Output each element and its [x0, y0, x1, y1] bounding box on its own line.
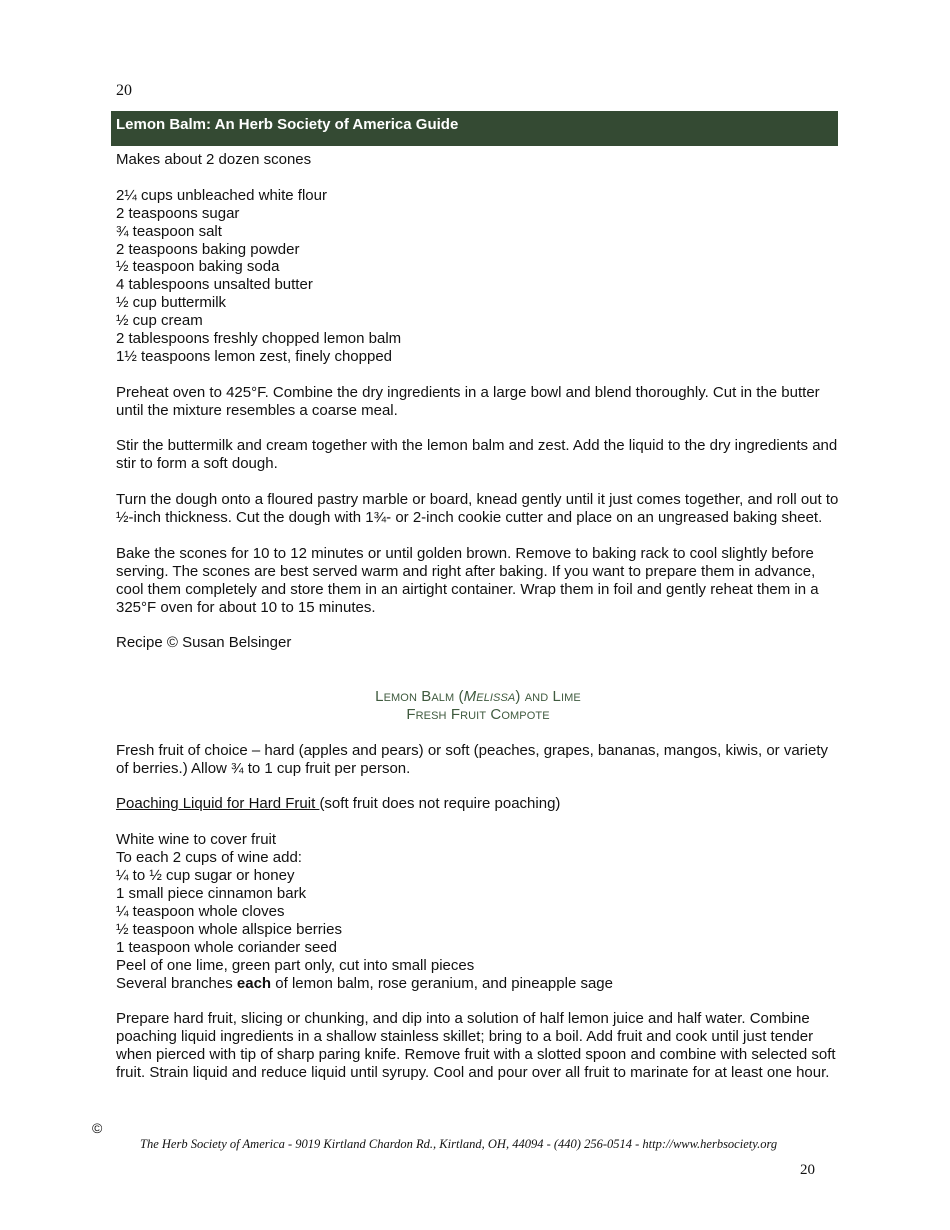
header-band: [111, 111, 838, 146]
ingredient-item: Peel of one lime, green part only, cut into small pieces: [116, 956, 475, 974]
scones-step: Stir the buttermilk and cream together with the lemon balm and zest. Add the liquid to the dry ingredients and stir to form a soft dough.: [116, 437, 838, 473]
poaching-note: (soft fruit does not require poaching): [319, 795, 561, 813]
poaching-heading-line: [116, 795, 840, 813]
ingredient-item: ½ teaspoon whole allspice berries: [116, 920, 342, 938]
ingredient-item: ½ cup cream: [116, 312, 203, 330]
page-number-bottom: 20: [800, 1162, 815, 1178]
ingredient-item: ¾ teaspoon salt: [116, 222, 222, 240]
ingredient-item: 2 teaspoons baking powder: [116, 240, 300, 258]
scones-ingredient-list: [116, 187, 840, 366]
ingredient-item: 2¼ cups unbleached white flour: [116, 186, 327, 204]
page-number-top: 20: [116, 82, 132, 99]
ingredient-item: 1 small piece cinnamon bark: [116, 885, 307, 902]
ingredient-item: To each 2 cups of wine add:: [116, 849, 302, 867]
scones-step: Bake the scones for 10 to 12 minutes or until golden brown. Remove to baking rack to cool slightly before serving. The scones are best served warm and right after baking. If you want to prepare them in advance, cool them completely and store them in an airtight container. Wrap them in foil and gently reheat them in a 325°F oven for about 10 to 15 minutes.: [116, 544, 819, 616]
ingredient-item: 4 tablespoons unsalted butter: [116, 276, 313, 294]
ingredient-item: Several branches each of lemon balm, rose geranium, and pineapple sage: [116, 974, 613, 992]
ingredient-item: 1½ teaspoons lemon zest, finely chopped: [116, 347, 393, 365]
ingredient-item: ¼ to ½ cup sugar or honey: [116, 867, 295, 885]
page-content: [116, 151, 840, 1082]
ingredient-item: 2 teaspoons sugar: [116, 204, 240, 222]
ingredient-item: White wine to cover fruit: [116, 831, 277, 849]
compote-ingredient-list: [116, 831, 840, 992]
poaching-heading: Poaching Liquid for Hard Fruit: [116, 795, 320, 813]
compote-intro: Fresh fruit of choice – hard (apples and pears) or soft (peaches, grapes, bananas, mangos, kiwis, or variety of berries.) Allow ¾ to 1 cup fruit per person.: [116, 741, 829, 777]
copyright-mark: ©: [92, 1120, 103, 1136]
header-title: Lemon Balm: An Herb Society of America Guide: [116, 116, 459, 133]
recipe-credit: Recipe © Susan Belsinger: [116, 634, 292, 652]
ingredient-item: 2 tablespoons freshly chopped lemon balm: [116, 330, 402, 348]
ingredient-item: ½ cup buttermilk: [116, 294, 227, 312]
compote-title-line1: Lemon Balm (Melissa) and Lime: [375, 688, 581, 706]
ingredient-item: ½ teaspoon baking soda: [116, 258, 280, 276]
scones-step: Preheat oven to 425°F. Combine the dry ingredients in a large bowl and blend thoroughly. Cut in the butter until the mixture resembles a coarse meal.: [116, 383, 820, 419]
ingredient-item: 1 teaspoon whole coriander seed: [116, 938, 337, 956]
compote-title-line2: Fresh Fruit Compote: [406, 705, 550, 723]
footer-address: The Herb Society of America - 9019 Kirtland Chardon Rd., Kirtland, OH, 44094 - (440) 256-0514 - http://www.herbsociety.org: [140, 1137, 778, 1151]
scones-yield: Makes about 2 dozen scones: [116, 151, 312, 168]
scones-step: Turn the dough onto a floured pastry marble or board, knead gently until it just comes together, and roll out to ½-inch thickness. Cut the dough with 1¾- or 2-inch cookie cutter and place on an ungreased baking sheet.: [116, 491, 839, 527]
compote-method: Prepare hard fruit, slicing or chunking, and dip into a solution of half lemon juice and half water. Combine poaching liquid ingredients in a shallow stainless skillet; bring to a boil. Add fruit and cook until just tender when pierced with tip of sharp paring knife. Remove fruit with a slotted spoon and combine with selected soft fruit. Strain liquid and reduce liquid until syrupy. Cool and pour over all fruit to marinate for at least one hour.: [116, 1010, 836, 1082]
ingredient-item: ¼ teaspoon whole cloves: [116, 902, 285, 920]
compote-title: [116, 688, 840, 724]
